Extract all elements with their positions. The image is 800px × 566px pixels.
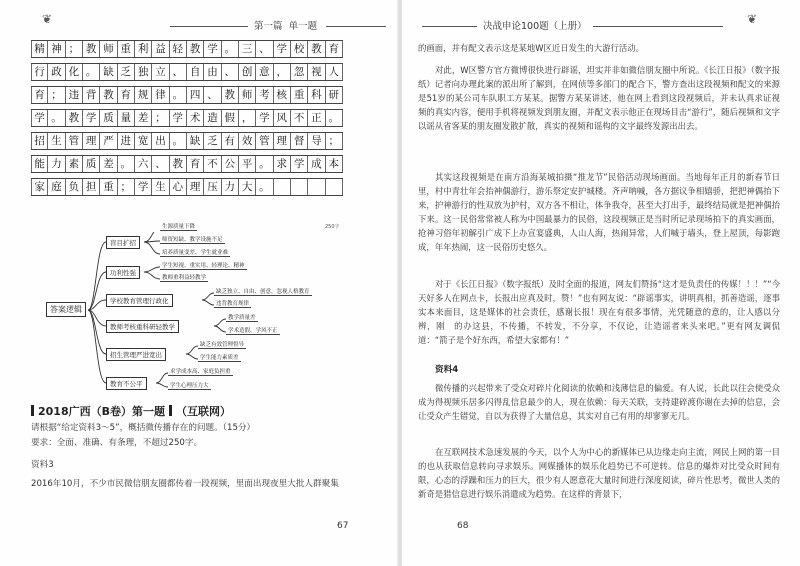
- grid-cell: 宽: [135, 133, 152, 149]
- grid-cell: 效: [239, 133, 256, 149]
- mindmap-leaf: 教师重利益轻教学: [162, 275, 207, 281]
- grid-cell: 律: [152, 87, 169, 103]
- grid-cell: ；: [326, 133, 343, 149]
- grid-cell: 重: [100, 179, 117, 195]
- grid-cell: 出: [152, 133, 169, 149]
- grid-cell: 力: [48, 156, 65, 172]
- right-paragraph-1: 的画面，并有配文表示这是某地W区近日发生的大游行活动。: [418, 43, 645, 53]
- grid-cell: 。: [256, 179, 273, 195]
- grid-cell: 。: [256, 156, 273, 172]
- grid-cell: 教: [66, 110, 83, 126]
- grid-cell: 神: [48, 41, 65, 57]
- grid-cell: 核: [274, 87, 291, 103]
- mindmap-leaf: 学术造假、学风不正: [228, 328, 278, 334]
- grid-cell: 教: [83, 41, 100, 57]
- right-paragraph-4: 对于《长江日报》（数字报纸）及时全面的报道，网友们赞扬“这才是负责任的传媒！！！”“今天好多人在网点卡，长报出应真及时，赞！”也有网友说：“辟谣事实，讲明真相，抓善造谣，逐事实本来面目，这是媒体的社会责任，感谢长报！现在有很多事情，光凭随意的意的，让人感以分辨，刚 的办这县，不传播，不转发，不分享，不仅论，让造谣者来头来吧。”更有网友调侃道：“箭子是个好东西，希望大家都有！”: [418, 279, 780, 346]
- grid-cell: 研: [326, 87, 343, 103]
- grid-cell: 差: [135, 110, 152, 126]
- grid-cell: 行: [31, 64, 48, 80]
- grid-cell: 考: [256, 87, 273, 103]
- grid-cell: 教: [308, 41, 325, 57]
- grid-cell: 规: [135, 87, 152, 103]
- mindmap-leaf: 求学成本高、家庭负担重: [170, 369, 231, 375]
- grid-cell: 利: [135, 41, 152, 57]
- grid-cell: 六: [135, 156, 152, 172]
- left-page-number: 67: [337, 521, 349, 531]
- mindmap-branch-5: 招生管理严进宽出: [106, 348, 166, 361]
- grid-row: [31, 109, 343, 127]
- grid-row: [31, 155, 343, 173]
- grid-cell: 学: [31, 110, 48, 126]
- grid-cell: 质: [100, 110, 117, 126]
- grid-cell: 差: [100, 156, 117, 172]
- grid-cell: 创: [239, 64, 256, 80]
- grid-cell: 育: [326, 41, 343, 57]
- grid-cell: 学: [83, 110, 100, 126]
- material-label: 资料3: [31, 460, 54, 470]
- grid-cell: 违: [66, 87, 83, 103]
- grid-cell: ；: [66, 41, 83, 57]
- grid-cell: 本: [326, 156, 343, 172]
- grid-cell: 学: [204, 41, 221, 57]
- grid-cell: 生: [152, 179, 169, 195]
- grid-cell: ；: [152, 110, 169, 126]
- grid-cell: 独: [135, 64, 152, 80]
- question-title: [31, 403, 231, 419]
- grid-cell: 背: [83, 87, 100, 103]
- right-page-number: 68: [457, 521, 469, 531]
- grid-cell: 立: [152, 64, 169, 80]
- right-paragraph-6: 在互联网技术急速发展的今天，以个人为中心的新媒体已从边缘走向主流，网民上网的第一目的也从获取信息转向寻求娱乐。网媒播体的娱乐化趋势已不可逆转。信息的爆炸对比受众时间有限，心态的浮躁和压力的巨大，很少有人愿意花大量时间进行深度阅读，碎片性思考，微世人类的新奇是猎信息进行娱乐消遣成为趋势。在这样的背景下，: [418, 447, 780, 500]
- grid-cell: 乏: [204, 133, 221, 149]
- header-book-title: 决战申论100题（上册）: [483, 21, 587, 32]
- grid-cell: 缺: [100, 64, 117, 80]
- grid-cell: 。: [170, 133, 187, 149]
- grid-cell: 督: [291, 133, 308, 149]
- mindmap-branch-4: 教师考核重科研轻教学: [106, 320, 179, 333]
- grid-cell: 、: [204, 87, 221, 103]
- mindmap-leaf: 缺乏独立、自由、创意，忽视人格教育: [216, 289, 310, 295]
- grid-cell: [274, 179, 291, 195]
- grid-cell: 学: [274, 41, 291, 57]
- grid-cell: 理: [83, 133, 100, 149]
- grid-cell: 育: [118, 87, 135, 103]
- grid-cell: 。: [170, 87, 187, 103]
- grid-cell: 生: [48, 133, 65, 149]
- material-text: 2016年10月，不少市民微信朋友圈都传着一段视频，里面出现夜里大批人群聚集: [31, 479, 339, 489]
- grid-cell: 心: [170, 179, 187, 195]
- mindmap-leaf: 违背教育规律: [216, 301, 250, 307]
- word-count: 250字: [325, 224, 340, 230]
- grid-cell: ，: [274, 64, 291, 80]
- connector-6: [88, 310, 106, 383]
- grid-cell: ，: [239, 110, 256, 126]
- mindmap-leaf: 缺乏有效管理督导: [200, 342, 245, 348]
- grid-cell: 公: [222, 156, 239, 172]
- grid-cell: 三: [239, 41, 256, 57]
- connector-1: [88, 242, 106, 310]
- grid-cell: 化: [66, 64, 83, 80]
- grid-row: [31, 178, 343, 196]
- mindmap-leaf: 教学质量差: [228, 315, 256, 321]
- grid-cell: [308, 179, 325, 195]
- question-tag: （互联网）: [176, 405, 231, 418]
- grid-cell: 。: [222, 41, 239, 57]
- question-requirements: 要求：全面、准确、有条理，不超过250字。: [31, 438, 203, 448]
- grid-cell: 庭: [48, 179, 65, 195]
- grid-cell: 负: [66, 179, 83, 195]
- grid-cell: 管: [256, 133, 273, 149]
- grid-cell: 师: [239, 87, 256, 103]
- grid-cell: 理: [274, 133, 291, 149]
- grid-cell: 正: [308, 110, 325, 126]
- grid-cell: 进: [118, 133, 135, 149]
- grid-cell: 重: [118, 41, 135, 57]
- grid-cell: [291, 179, 308, 195]
- grid-cell: 量: [118, 110, 135, 126]
- grid-cell: 育: [31, 87, 48, 103]
- grid-cell: 精: [31, 41, 48, 57]
- grid-cell: 平: [239, 156, 256, 172]
- right-paragraph-3: 其实这段视频是在南方沿海某城拍摄“推龙节”民俗活动现场画面。当地每年正月的新春节日里，村中青壮年会抬神偶游行，游乐祭定安护城楼。齐声呐喊，各方据议争相嬉骄，把把神偶抬下来，护神游行的性双放为护村，双方各不相让，体争我夺，甚至大打出手，最终结局就是把神偶抬下来。这一民俗常常被人称为中国最暴力的民俗，这段视频正是当时所记录现场拍下的真实画面，抢神习俗年初解引广成下上办宣宴盛典，人山人海，热闹异常，人们喊于墙头，登上屋顶，每影跑成，年年热闹，这一民俗历史悠久。: [418, 172, 780, 253]
- grid-cell: 校: [291, 41, 308, 57]
- grid-cell: 自: [187, 64, 204, 80]
- header-section: 单一题: [288, 21, 318, 32]
- grid-cell: 教: [170, 156, 187, 172]
- grid-cell: 、: [256, 41, 273, 57]
- grid-cell: 缺: [187, 133, 204, 149]
- grid-cell: 重: [291, 87, 308, 103]
- grid-cell: 教: [187, 41, 204, 57]
- grid-cell: 学: [135, 179, 152, 195]
- mindmap-leaf: 学生心理压力大: [170, 383, 209, 389]
- mindmap-leaf: 师资短缺、教学设施不足: [162, 237, 223, 243]
- mindmap-branch-1: 盲目扩招: [106, 236, 140, 249]
- grid-cell: 理: [187, 179, 204, 195]
- grid-row: [31, 86, 343, 104]
- grid-cell: 不: [204, 156, 221, 172]
- mindmap-branch-2: 功利性强: [106, 266, 140, 279]
- grid-cell: 担: [83, 179, 100, 195]
- mindmap-branch-3: 学校教育管理行政化: [106, 294, 173, 307]
- leaf-ornament-icon: ❦: [42, 12, 53, 26]
- grid-cell: 压: [204, 179, 221, 195]
- grid-cell: 大: [239, 179, 256, 195]
- mindmap-root: 答案逻辑: [46, 302, 86, 317]
- mindmap-leaf: 学生短视、重实用、轻理论、精神: [162, 263, 245, 269]
- grid-cell: 人: [326, 64, 343, 80]
- grid-cell: 成: [308, 156, 325, 172]
- grid-cell: 力: [222, 179, 239, 195]
- grid-cell: 术: [187, 110, 204, 126]
- right-header: [422, 18, 723, 32]
- grid-cell: ；: [118, 179, 135, 195]
- grid-cell: 育: [187, 156, 204, 172]
- grid-cell: 、: [222, 64, 239, 80]
- grid-cell: 。: [326, 110, 343, 126]
- mindmap-leaf: 生源质量下降: [162, 224, 196, 230]
- grid-cell: 素: [66, 156, 83, 172]
- header-chapter: 第一篇: [254, 21, 283, 32]
- connector-5: [88, 310, 106, 354]
- grid-cell: 。: [118, 156, 135, 172]
- grid-cell: 学: [170, 110, 187, 126]
- grid-cell: 招: [31, 133, 48, 149]
- grid-cell: 造: [204, 110, 221, 126]
- grid-cell: 益: [152, 41, 169, 57]
- right-paragraph-5: 微传播的兴起带来了受众对碎片化阅读的依赖和浅薄信息的偏爱。有人说，长此以往会使受众成为得视频乐居多闪得乱信息最少的人，现在依赖：每天关联，支持建碎渡你谢在去掉的信息，会让受众产生错觉，自以为获得了大量信息，其实对自己有用的却寥寥无几。: [418, 383, 780, 422]
- grid-cell: 学: [291, 156, 308, 172]
- grid-cell: 。: [83, 64, 100, 80]
- grid-row: [31, 63, 343, 81]
- grid-cell: 意: [256, 64, 273, 80]
- question-prompt: 请根据“给定资料3～5”，概括微传播存在的问题。（15分）: [31, 423, 256, 433]
- grid-cell: 家: [31, 179, 48, 195]
- essay-answer-grid: [31, 40, 343, 201]
- grid-cell: 师: [100, 41, 117, 57]
- grid-cell: 轻: [170, 41, 187, 57]
- grid-cell: 严: [100, 133, 117, 149]
- grid-cell: 求: [274, 156, 291, 172]
- grid-cell: 、: [170, 64, 187, 80]
- grid-cell: 由: [204, 64, 221, 80]
- grid-cell: 科: [308, 87, 325, 103]
- grid-cell: 导: [308, 133, 325, 149]
- mindmap-branch-6: 教育不公平: [106, 377, 147, 390]
- grid-cell: 。: [48, 110, 65, 126]
- grid-cell: 学: [256, 110, 273, 126]
- material4-label: 资料4: [435, 365, 459, 375]
- grid-cell: 能: [31, 156, 48, 172]
- grid-row: [31, 132, 343, 150]
- right-paragraph-2: 对此，W区警方官方微博很快进行辟谣，坦实并非如微信朋友圈中所说。《长江日报》（数字报纸）记者向办理此案的派出所了解到，在网侦等多部门的配合下，警方查出这段视频和配文的来源是51岁的某公司车队职工方某某。据警方某某讲述，他在网上看到这段视频后，并未认真求证视频的真实内容，便用手机将视频发到朋友圈，并配文表示他正在现场目击“游行”，随后视频和文字以谣从省客某的朋友圈发散扩散，真实的视频和谣构的文字最终发源出出去。: [418, 65, 780, 132]
- grid-cell: 教: [100, 87, 117, 103]
- grid-row: [31, 40, 343, 58]
- mindmap-leaf: 学生能力素质差: [200, 355, 239, 361]
- left-header: [170, 18, 386, 32]
- leaf-ornament-icon: ❦: [747, 12, 758, 26]
- grid-cell: 、: [152, 156, 169, 172]
- mindmap-leaf: 培养质量变差、学生就业难: [162, 250, 229, 256]
- grid-cell: 忽: [291, 64, 308, 80]
- grid-cell: 管: [66, 133, 83, 149]
- grid-cell: 风: [274, 110, 291, 126]
- grid-cell: [326, 179, 343, 195]
- grid-cell: 乏: [118, 64, 135, 80]
- grid-cell: 教: [222, 87, 239, 103]
- grid-cell: 四: [187, 87, 204, 103]
- grid-cell: 不: [291, 110, 308, 126]
- question-title-text: 2018广西（B卷）第一题: [38, 405, 165, 418]
- grid-cell: 视: [308, 64, 325, 80]
- left-page: [0, 0, 398, 566]
- grid-cell: 假: [222, 110, 239, 126]
- grid-cell: ；: [48, 87, 65, 103]
- grid-cell: 政: [48, 64, 65, 80]
- grid-cell: 有: [222, 133, 239, 149]
- grid-cell: 质: [83, 156, 100, 172]
